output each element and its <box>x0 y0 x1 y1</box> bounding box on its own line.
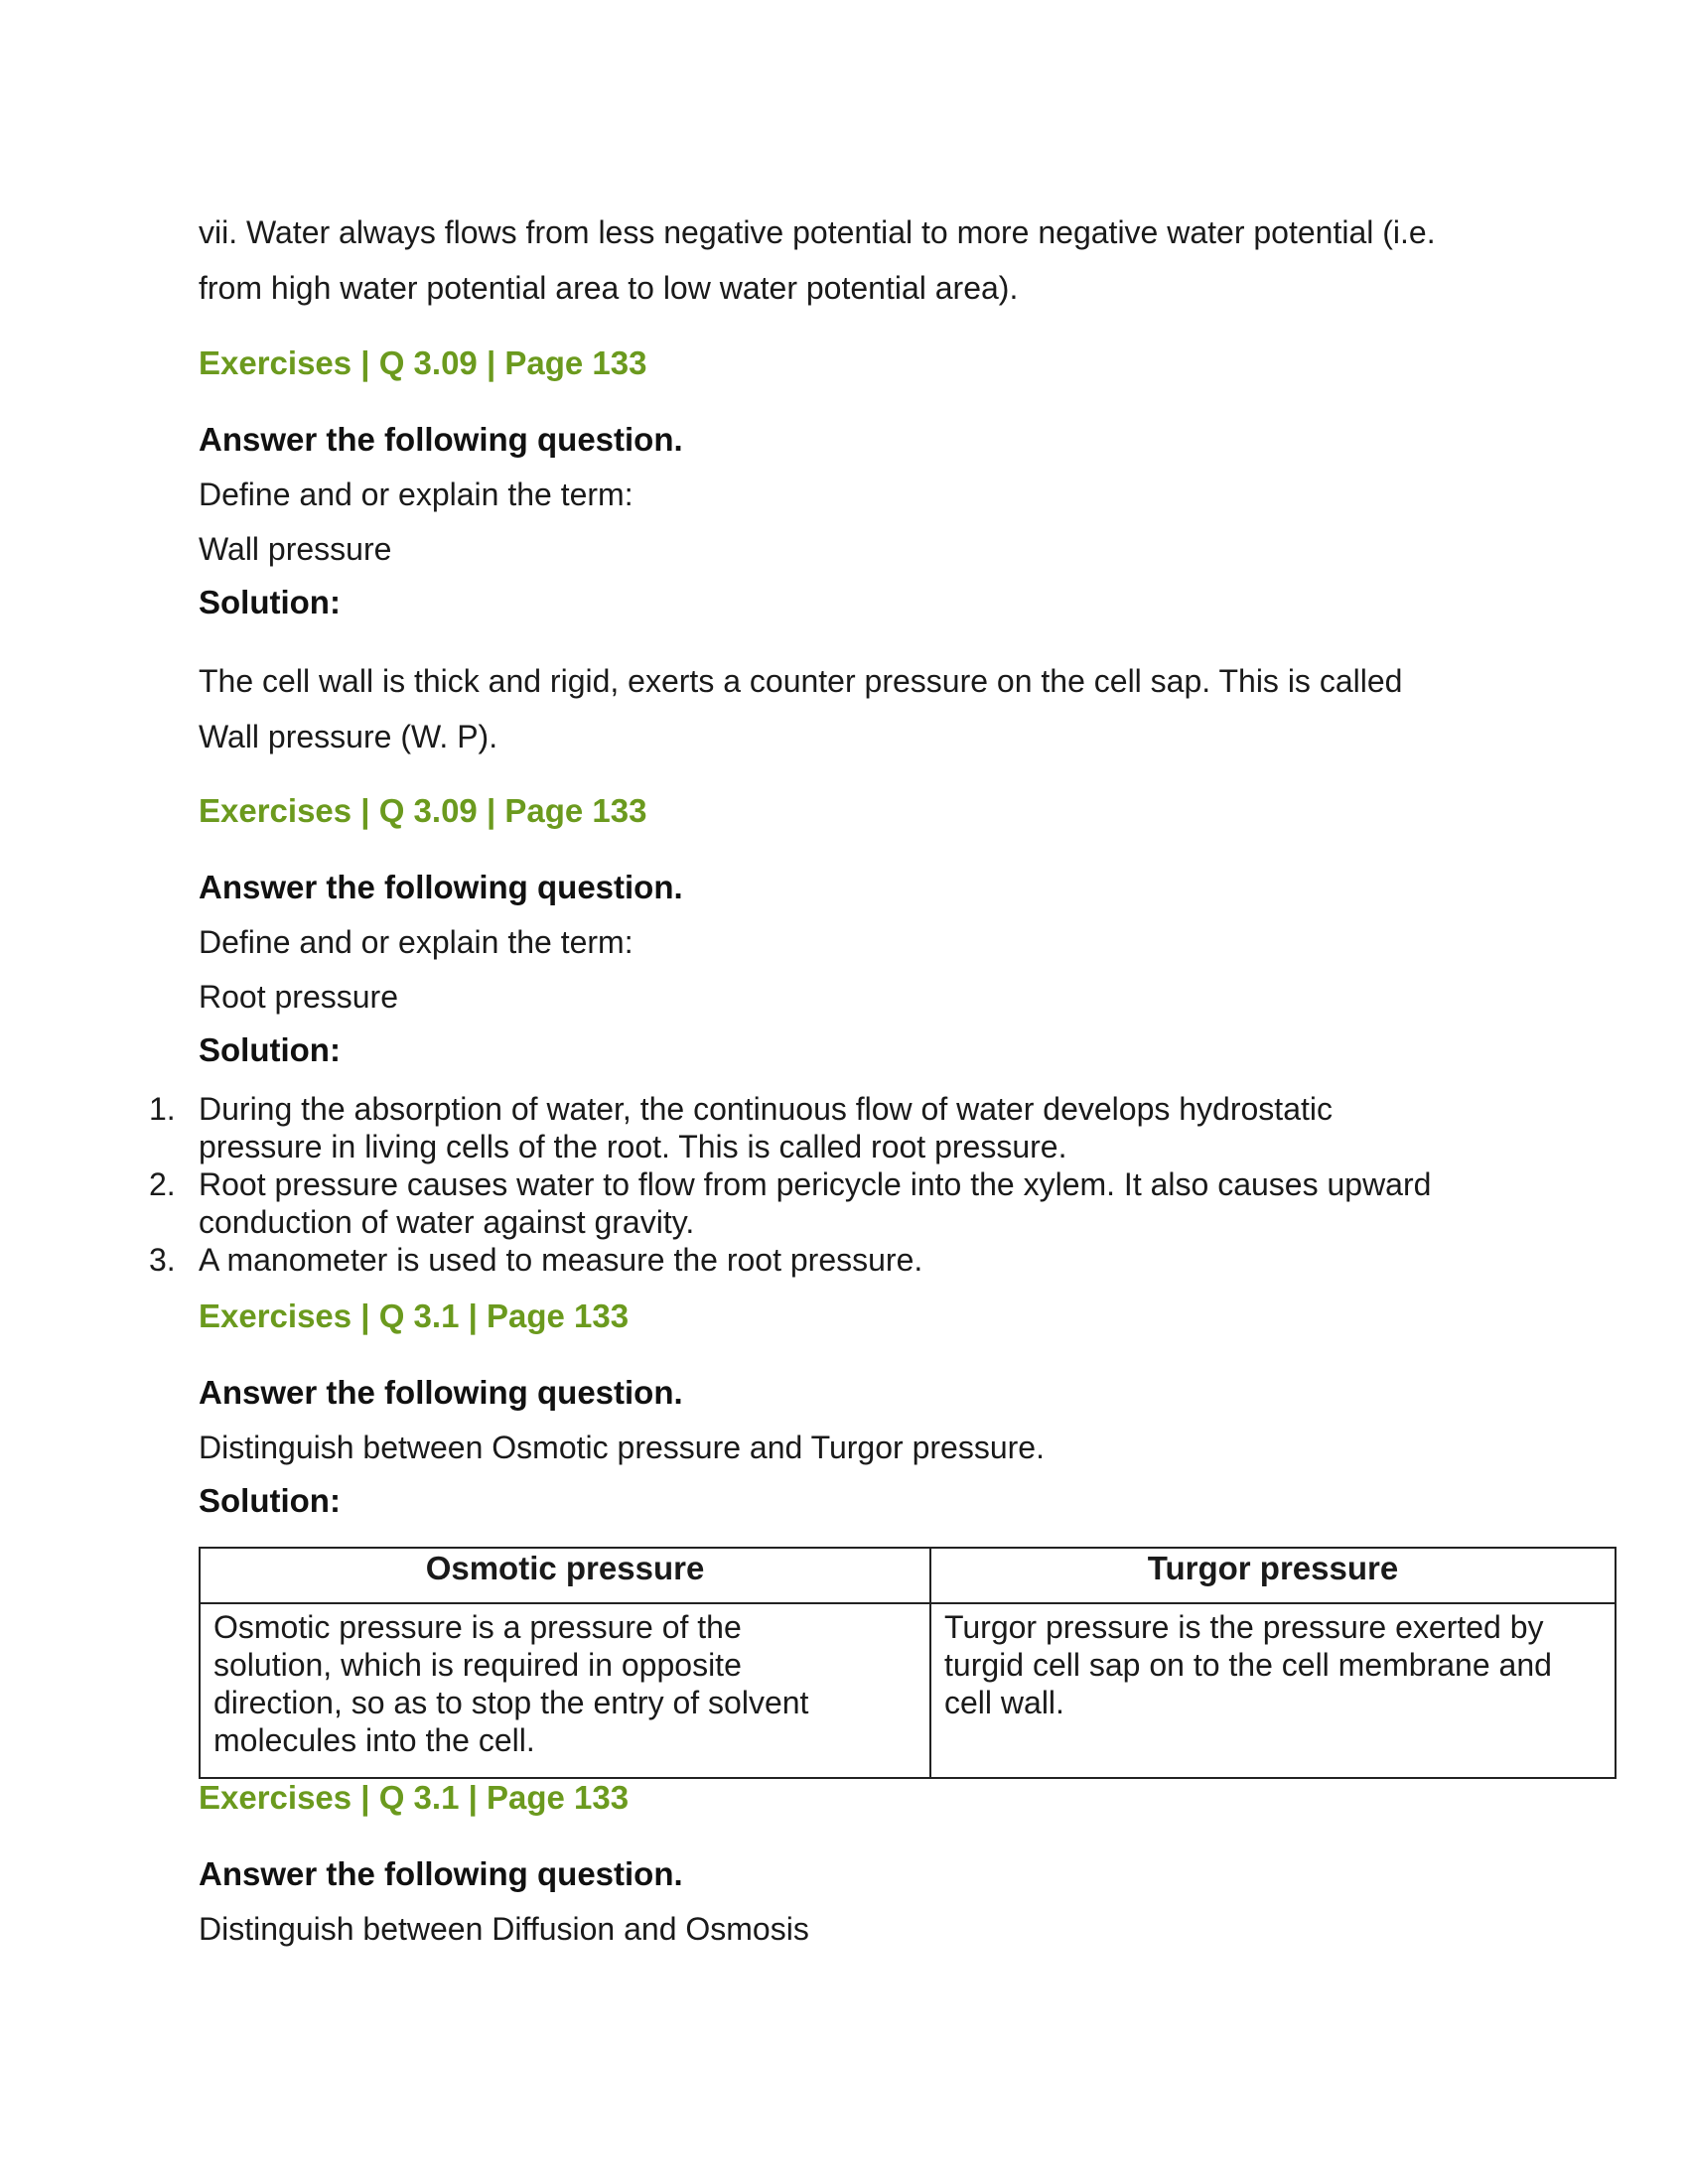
list-item-line: pressure in living cells of the root. This is called root pressure. <box>199 1129 1067 1164</box>
section-2-question-line-2: Root pressure <box>199 979 398 1015</box>
section-3-instruction: Answer the following question. <box>199 1374 683 1411</box>
section-4-heading[interactable]: Exercises | Q 3.1 | Page 133 <box>199 1779 630 1816</box>
section-1-heading[interactable]: Exercises | Q 3.09 | Page 133 <box>199 344 647 381</box>
list-item-number: 3. <box>149 1242 176 1278</box>
section-3-solution-label: Solution: <box>199 1482 341 1519</box>
table-header-osmotic: Osmotic pressure <box>200 1548 930 1603</box>
comparison-table <box>199 1547 1617 1779</box>
cell-line: Turgor pressure is the pressure exerted by <box>944 1609 1544 1645</box>
table-header-turgor: Turgor pressure <box>930 1548 1616 1603</box>
section-1-solution-line-2: Wall pressure (W. P). <box>199 719 498 754</box>
section-4-question-line-1: Distinguish between Diffusion and Osmosis <box>199 1911 809 1947</box>
table-cell-osmotic <box>200 1603 930 1778</box>
section-3-heading[interactable]: Exercises | Q 3.1 | Page 133 <box>199 1297 630 1334</box>
section-2-solution-label: Solution: <box>199 1031 341 1068</box>
section-3-question-line-1: Distinguish between Osmotic pressure and Turgor pressure. <box>199 1430 1045 1465</box>
list-item-line: Root pressure causes water to flow from pericycle into the xylem. It also causes upward <box>199 1166 1432 1202</box>
list-item <box>149 1165 1499 1241</box>
cell-line: cell wall. <box>944 1685 1064 1720</box>
table-cell-turgor <box>930 1603 1616 1778</box>
list-item-number: 2. <box>149 1166 176 1202</box>
list-item-line: During the absorption of water, the continuous flow of water develops hydrostatic <box>199 1091 1333 1127</box>
list-item-number: 1. <box>149 1091 176 1127</box>
cell-line: solution, which is required in opposite <box>213 1647 742 1683</box>
section-2-question-line-1: Define and or explain the term: <box>199 924 633 960</box>
section-1-question-line-2: Wall pressure <box>199 531 392 567</box>
list-item <box>149 1241 1499 1279</box>
table-row <box>200 1603 1616 1778</box>
section-4-instruction: Answer the following question. <box>199 1855 683 1892</box>
section-1-solution-line-1: The cell wall is thick and rigid, exerts a counter pressure on the cell sap. This is called <box>199 663 1403 699</box>
root-pressure-solution-list <box>149 1090 1499 1279</box>
cell-line: direction, so as to stop the entry of solvent <box>213 1685 809 1720</box>
cell-line: Osmotic pressure is a pressure of the <box>213 1609 742 1645</box>
intro-line-1: vii. Water always flows from less negative potential to more negative water potential (i.e. <box>199 214 1436 250</box>
section-1-question-line-1: Define and or explain the term: <box>199 477 633 512</box>
section-1-solution-label: Solution: <box>199 584 341 620</box>
cell-line: turgid cell sap on to the cell membrane and <box>944 1647 1552 1683</box>
section-2-heading[interactable]: Exercises | Q 3.09 | Page 133 <box>199 792 647 829</box>
list-item-line: A manometer is used to measure the root pressure. <box>199 1242 923 1278</box>
intro-line-2: from high water potential area to low water potential area). <box>199 270 1019 306</box>
cell-line: molecules into the cell. <box>213 1722 535 1758</box>
section-2-instruction: Answer the following question. <box>199 869 683 905</box>
section-1-instruction: Answer the following question. <box>199 421 683 458</box>
list-item-line: conduction of water against gravity. <box>199 1204 695 1240</box>
table-header-row <box>200 1548 1616 1603</box>
list-item <box>149 1090 1499 1165</box>
